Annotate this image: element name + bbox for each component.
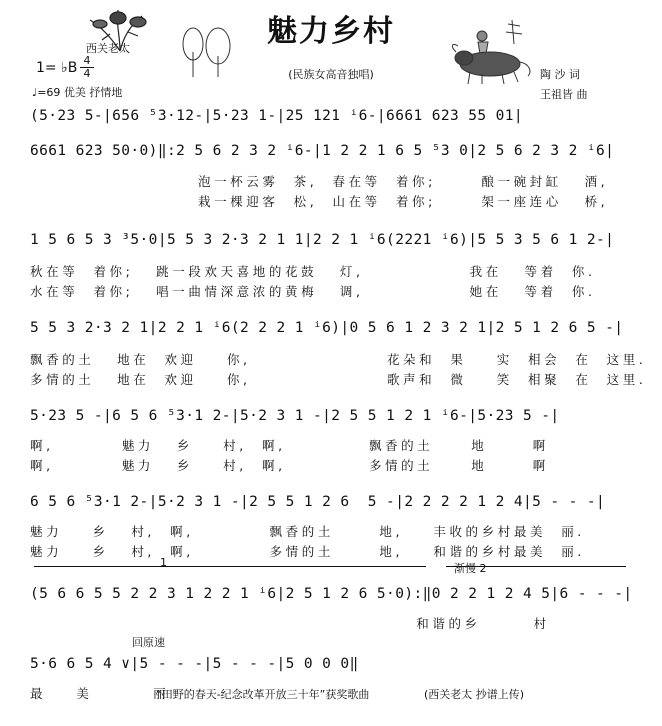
score-row-1: (5·23 5-|656 ⁵3·12-|5·23 1-|25 121 ⁱ6-|6661 623 55 01| (30, 108, 524, 124)
score-row-3: 1 5 6 5 3 ³5·0|5 5 3 2·3 2 1 1|2 2 1 ⁱ6(2221 ⁱ6)|5 5 3 5 6 1 2-| (30, 232, 615, 248)
page-title: 魅力乡村 (267, 14, 395, 49)
second-ending-label: 渐慢 2 (454, 562, 487, 575)
score-row-7: (5 6 6 5 5 2 2 3 1 2 2 1 ⁱ6|2 5 1 2 6 5·0):‖0 2 2 1 2 4 5|6 - - -| (30, 586, 633, 602)
lyric-row-4-verse-1: 飘香的土 地在 欢迎 你, 花朵和 果 实 相会 在 这里. (30, 352, 647, 367)
score-row-2: 6661 623 50·0)‖:2 5 6 2 3 2 ⁱ6-|1 2 2 1 6 5 ⁵3 0|2 5 6 2 3 2 ⁱ6| (30, 143, 615, 159)
composer-credit: 王祖皆 曲 (540, 88, 588, 101)
lyric-row-2-verse-2: 栽一棵迎客 松, 山在等 着你; 架一座连心 桥, (198, 194, 609, 209)
first-ending-bracket (34, 566, 426, 575)
farmer-buffalo-illustration-icon (442, 16, 542, 90)
logo-text: 西关老太 (86, 42, 130, 55)
lyric-row-4-verse-2: 多情的土 地在 欢迎 你, 歌声和 微 笑 相聚 在 这里. (30, 372, 647, 387)
lyric-row-8: 最 美 丽 (30, 686, 170, 701)
tempo-resume-marking: 回原速 (132, 636, 165, 649)
score-row-4: 5 5 3 2·3 2 1|2 2 1 ⁱ6(2 2 2 1 ⁱ6)|0 5 6 1 2 3 2 1|2 5 1 2 6 5 -| (30, 320, 624, 336)
meter-top: 4 (83, 54, 91, 67)
uploader-note: (西关老太 抄谱上传) (424, 688, 525, 701)
lyric-row-7: 和谐的乡 村 (30, 616, 550, 631)
subtitle: (民族女高音独唱) (288, 68, 374, 81)
first-ending-label: 1 (160, 556, 167, 569)
score-row-5: 5·23 5 -|6 5 6 ⁵3·1 2-|5·2 3 1 -|2 5 5 1 2 1 ⁱ6-|5·23 5 -| (30, 408, 560, 424)
lyric-row-5-verse-2: 啊, 魅力 乡 村, 啊, 多情的土 地 啊 (30, 458, 549, 473)
award-note: “田野的春天-纪念改革开放三十年”获奖歌曲 (156, 688, 370, 701)
lyric-row-3-verse-1: 秋在等 着你; 跳一段欢天喜地的花鼓 灯, 我在 等着 你. (30, 264, 596, 279)
lyric-row-5-verse-1: 啊, 魅力 乡 村, 啊, 飘香的土 地 啊 (30, 438, 549, 453)
lyric-row-6-verse-1: 魅力 乡 村, 啊, 飘香的土 地, 丰收的乡村最美 丽. (30, 524, 585, 539)
score-row-8: 5·6 6 5 4 ∨|5 - - -|5 - - -|5 0 0 0‖ (30, 656, 359, 672)
score-row-6: 6 5 6 ⁵3·1 2-|5·2 3 1 -|2 5 5 1 2 6 5 -|2 2 2 2 1 2 4|5 - - -| (30, 494, 606, 510)
meter-bottom: 4 (83, 67, 91, 80)
tempo-marking: ♩=69 优美 抒情地 (32, 86, 123, 99)
lyric-row-6-verse-2: 魅力 乡 村, 啊, 多情的土 地, 和谐的乡村最美 丽. (30, 544, 585, 559)
key-signature: 1= ♭B (36, 60, 78, 76)
time-signature (80, 56, 94, 79)
tree-illustration-icon (178, 22, 238, 86)
lyric-row-2-verse-1: 泡一杯云雾 茶, 春在等 着你; 酿一碗封缸 酒, (198, 174, 609, 189)
lyricist-credit: 陶 沙 词 (540, 68, 580, 81)
lyric-row-3-verse-2: 水在等 着你; 唱一曲情深意浓的黄梅 调, 她在 等着 你. (30, 284, 596, 299)
